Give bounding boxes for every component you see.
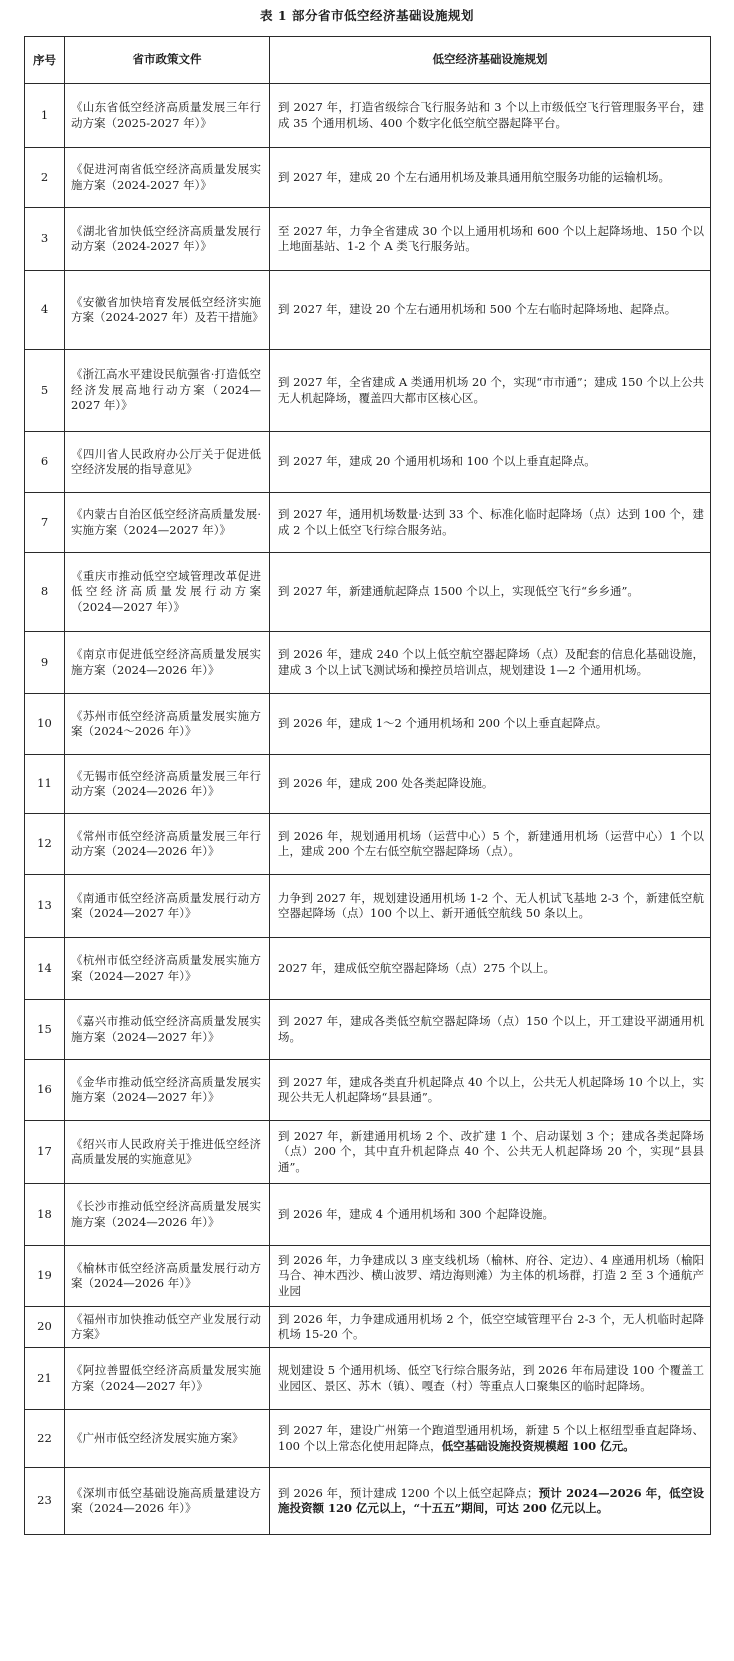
row-plan: 到 2026 年，力争建成以 3 座支线机场（榆林、府谷、定边）、4 座通用机场（榆阳马合、神木西沙、横山波罗、靖边海则滩）为主体的机场群，打造 2 至 3 个通航产业园 (270, 1246, 711, 1307)
row-doc: 《嘉兴市推动低空经济高质量发展实施方案（2024—2027 年）》 (65, 1000, 270, 1060)
row-plan: 到 2026 年，建成 1～2 个通用机场和 200 个以上垂直起降点。 (270, 694, 711, 755)
row-no: 6 (25, 432, 65, 493)
row-no: 10 (25, 694, 65, 755)
row-plan: 到 2027 年，建成各类低空航空器起降场（点）150 个以上，开工建设平湖通用机场。 (270, 1000, 711, 1060)
table-row (25, 814, 711, 875)
table-row (25, 493, 711, 553)
row-doc: 《苏州市低空经济高质量发展实施方案（2024～2026 年）》 (65, 694, 270, 755)
row-doc: 《无锡市低空经济高质量发展三年行动方案（2024—2026 年）》 (65, 755, 270, 814)
row-doc: 《长沙市推动低空经济高质量发展实施方案（2024—2026 年）》 (65, 1184, 270, 1246)
row-doc: 《金华市推动低空经济高质量发展实施方案（2024—2027 年）》 (65, 1060, 270, 1121)
table-row (25, 875, 711, 938)
table-row (25, 1246, 711, 1307)
row-no: 20 (25, 1307, 65, 1348)
row-no: 5 (25, 350, 65, 432)
row-plan: 到 2026 年，力争建成通用机场 2 个，低空空域管理平台 2-3 个，无人机临时起降机场 15-20 个。 (270, 1307, 711, 1348)
header-doc: 省市政策文件 (65, 37, 270, 84)
row-no: 16 (25, 1060, 65, 1121)
row-plan: 规划建设 5 个通用机场、低空飞行综合服务站，到 2026 年布局建设 100 个覆盖工业园区、景区、苏木（镇）、嘎查（村）等重点人口聚集区的临时起降场。 (270, 1348, 711, 1410)
row-doc: 《南京市促进低空经济高质量发展实施方案（2024—2026 年）》 (65, 632, 270, 694)
row-plan: 2027 年，建成低空航空器起降场（点）275 个以上。 (270, 938, 711, 1000)
row-no: 18 (25, 1184, 65, 1246)
row-doc: 《榆林市低空经济高质量发展行动方案（2024—2026 年）》 (65, 1246, 270, 1307)
row-doc: 《山东省低空经济高质量发展三年行动方案（2025-2027 年）》 (65, 84, 270, 148)
plan-text: 到 2027 年，建设广州第一个跑道型通用机场，新建 5 个以上枢纽型垂直起降场、100 个以上常态化使用起降点， (278, 1423, 704, 1453)
row-doc: 《广州市低空经济发展实施方案》 (65, 1410, 270, 1468)
row-plan: 力争到 2027 年，规划建设通用机场 1-2 个、无人机试飞基地 2-3 个，新建低空航空器起降场（点）100 个以上、新开通低空航线 50 条以上。 (270, 875, 711, 938)
row-plan: 到 2027 年，建成 20 个左右通用机场及兼具通用航空服务功能的运输机场。 (270, 148, 711, 208)
row-doc: 《阿拉善盟低空经济高质量发展实施方案（2024—2027 年）》 (65, 1348, 270, 1410)
table-row (25, 208, 711, 271)
row-no: 1 (25, 84, 65, 148)
row-no: 14 (25, 938, 65, 1000)
table-row (25, 694, 711, 755)
row-no: 22 (25, 1410, 65, 1468)
table-row (25, 271, 711, 350)
table-row (25, 148, 711, 208)
table-header-row (25, 37, 711, 84)
table-row (25, 1307, 711, 1348)
row-doc: 《杭州市低空经济高质量发展实施方案（2024—2027 年）》 (65, 938, 270, 1000)
row-no: 3 (25, 208, 65, 271)
row-plan: 到 2027 年，建成各类直升机起降点 40 个以上，公共无人机起降场 10 个以上，实现公共无人机起降场“县县通”。 (270, 1060, 711, 1121)
row-doc: 《福州市加快推动低空产业发展行动方案》 (65, 1307, 270, 1348)
header-no: 序号 (25, 37, 65, 84)
table-row (25, 1468, 711, 1535)
row-doc: 《四川省人民政府办公厅关于促进低空经济发展的指导意见》 (65, 432, 270, 493)
row-doc: 《南通市低空经济高质量发展行动方案（2024—2027 年）》 (65, 875, 270, 938)
row-plan: 至 2027 年，力争全省建成 30 个以上通用机场和 600 个以上起降场地、150 个以上地面基站、1-2 个 A 类飞行服务站。 (270, 208, 711, 271)
row-no: 9 (25, 632, 65, 694)
row-no: 15 (25, 1000, 65, 1060)
row-plan: 到 2027 年，打造省级综合飞行服务站和 3 个以上市级低空飞行管理服务平台，建成 35 个通用机场、400 个数字化低空航空器起降平台。 (270, 84, 711, 148)
row-no: 21 (25, 1348, 65, 1410)
row-plan: 到 2027 年，建成 20 个通用机场和 100 个以上垂直起降点。 (270, 432, 711, 493)
table-row (25, 432, 711, 493)
row-plan: 到 2026 年，建成 200 处各类起降设施。 (270, 755, 711, 814)
row-no: 17 (25, 1121, 65, 1184)
row-no: 11 (25, 755, 65, 814)
row-no: 12 (25, 814, 65, 875)
table-row (25, 1184, 711, 1246)
row-plan: 到 2026 年，建成 4 个通用机场和 300 个起降设施。 (270, 1184, 711, 1246)
row-plan (270, 1410, 711, 1468)
header-plan: 低空经济基础设施规划 (270, 37, 711, 84)
row-plan: 到 2027 年，建设 20 个左右通用机场和 500 个左右临时起降场地、起降点。 (270, 271, 711, 350)
table-row (25, 350, 711, 432)
plan-text: 到 2026 年，预计建成 1200 个以上低空起降点； (278, 1485, 539, 1500)
row-no: 4 (25, 271, 65, 350)
row-no: 8 (25, 553, 65, 632)
row-plan: 到 2027 年，全省建成 A 类通用机场 20 个，实现“市市通”；建成 150 个以上公共无人机起降场，覆盖四大都市区核心区。 (270, 350, 711, 432)
table-title: 表 1 部分省市低空经济基础设施规划 (260, 8, 474, 23)
plan-bold-text: 预计 2024—2026 年，低空设施投资额 120 亿元以上，“十五五”期间，可达 200 亿元以上。 (278, 1485, 704, 1515)
table-row (25, 84, 711, 148)
row-doc: 《湖北省加快低空经济高质量发展行动方案（2024-2027 年）》 (65, 208, 270, 271)
table-row (25, 1348, 711, 1410)
row-plan: 到 2026 年，建成 240 个以上低空航空器起降场（点）及配套的信息化基础设施，建成 3 个以上试飞测试场和操控员培训点，规划建设 1—2 个通用机场。 (270, 632, 711, 694)
row-plan: 到 2027 年，新建通用机场 2 个、改扩建 1 个、启动谋划 3 个；建成各类起降场（点）200 个，其中直升机起降点 40 个、公共无人机起降场 20 个，实现“县县通”。 (270, 1121, 711, 1184)
row-plan: 到 2026 年，规划通用机场（运营中心）5 个，新建通用机场（运营中心）1 个以上，建成 200 个左右低空航空器起降场（点）。 (270, 814, 711, 875)
row-doc: 《安徽省加快培育发展低空经济实施方案（2024-2027 年）及若干措施》 (65, 271, 270, 350)
row-doc: 《浙江高水平建设民航强省·打造低空经济发展高地行动方案（2024—2027 年）》 (65, 350, 270, 432)
row-doc: 《绍兴市人民政府关于推进低空经济高质量发展的实施意见》 (65, 1121, 270, 1184)
table-row (25, 553, 711, 632)
row-no: 13 (25, 875, 65, 938)
plan-bold-text: 低空基础设施投资规模超 100 亿元。 (441, 1438, 635, 1453)
table-row (25, 755, 711, 814)
row-plan (270, 1468, 711, 1535)
table-row (25, 1410, 711, 1468)
row-no: 19 (25, 1246, 65, 1307)
row-no: 7 (25, 493, 65, 553)
row-plan: 到 2027 年，通用机场数量·达到 33 个、标准化临时起降场（点）达到 100 个，建成 2 个以上低空飞行综合服务站。 (270, 493, 711, 553)
row-plan: 到 2027 年，新建通航起降点 1500 个以上，实现低空飞行“乡乡通”。 (270, 553, 711, 632)
table-row (25, 1060, 711, 1121)
row-no: 2 (25, 148, 65, 208)
row-doc: 《内蒙古自治区低空经济高质量发展·实施方案（2024—2027 年）》 (65, 493, 270, 553)
row-doc: 《深圳市低空基础设施高质量建设方案（2024—2026 年）》 (65, 1468, 270, 1535)
row-doc: 《常州市低空经济高质量发展三年行动方案（2024—2026 年）》 (65, 814, 270, 875)
table-row (25, 1000, 711, 1060)
table-row (25, 1121, 711, 1184)
row-doc: 《重庆市推动低空空域管理改革促进低空经济高质量发展行动方案（2024—2027 年）》 (65, 553, 270, 632)
table-row (25, 938, 711, 1000)
infrastructure-table (24, 36, 711, 1535)
row-doc: 《促进河南省低空经济高质量发展实施方案（2024-2027 年）》 (65, 148, 270, 208)
row-no: 23 (25, 1468, 65, 1535)
table-row (25, 632, 711, 694)
